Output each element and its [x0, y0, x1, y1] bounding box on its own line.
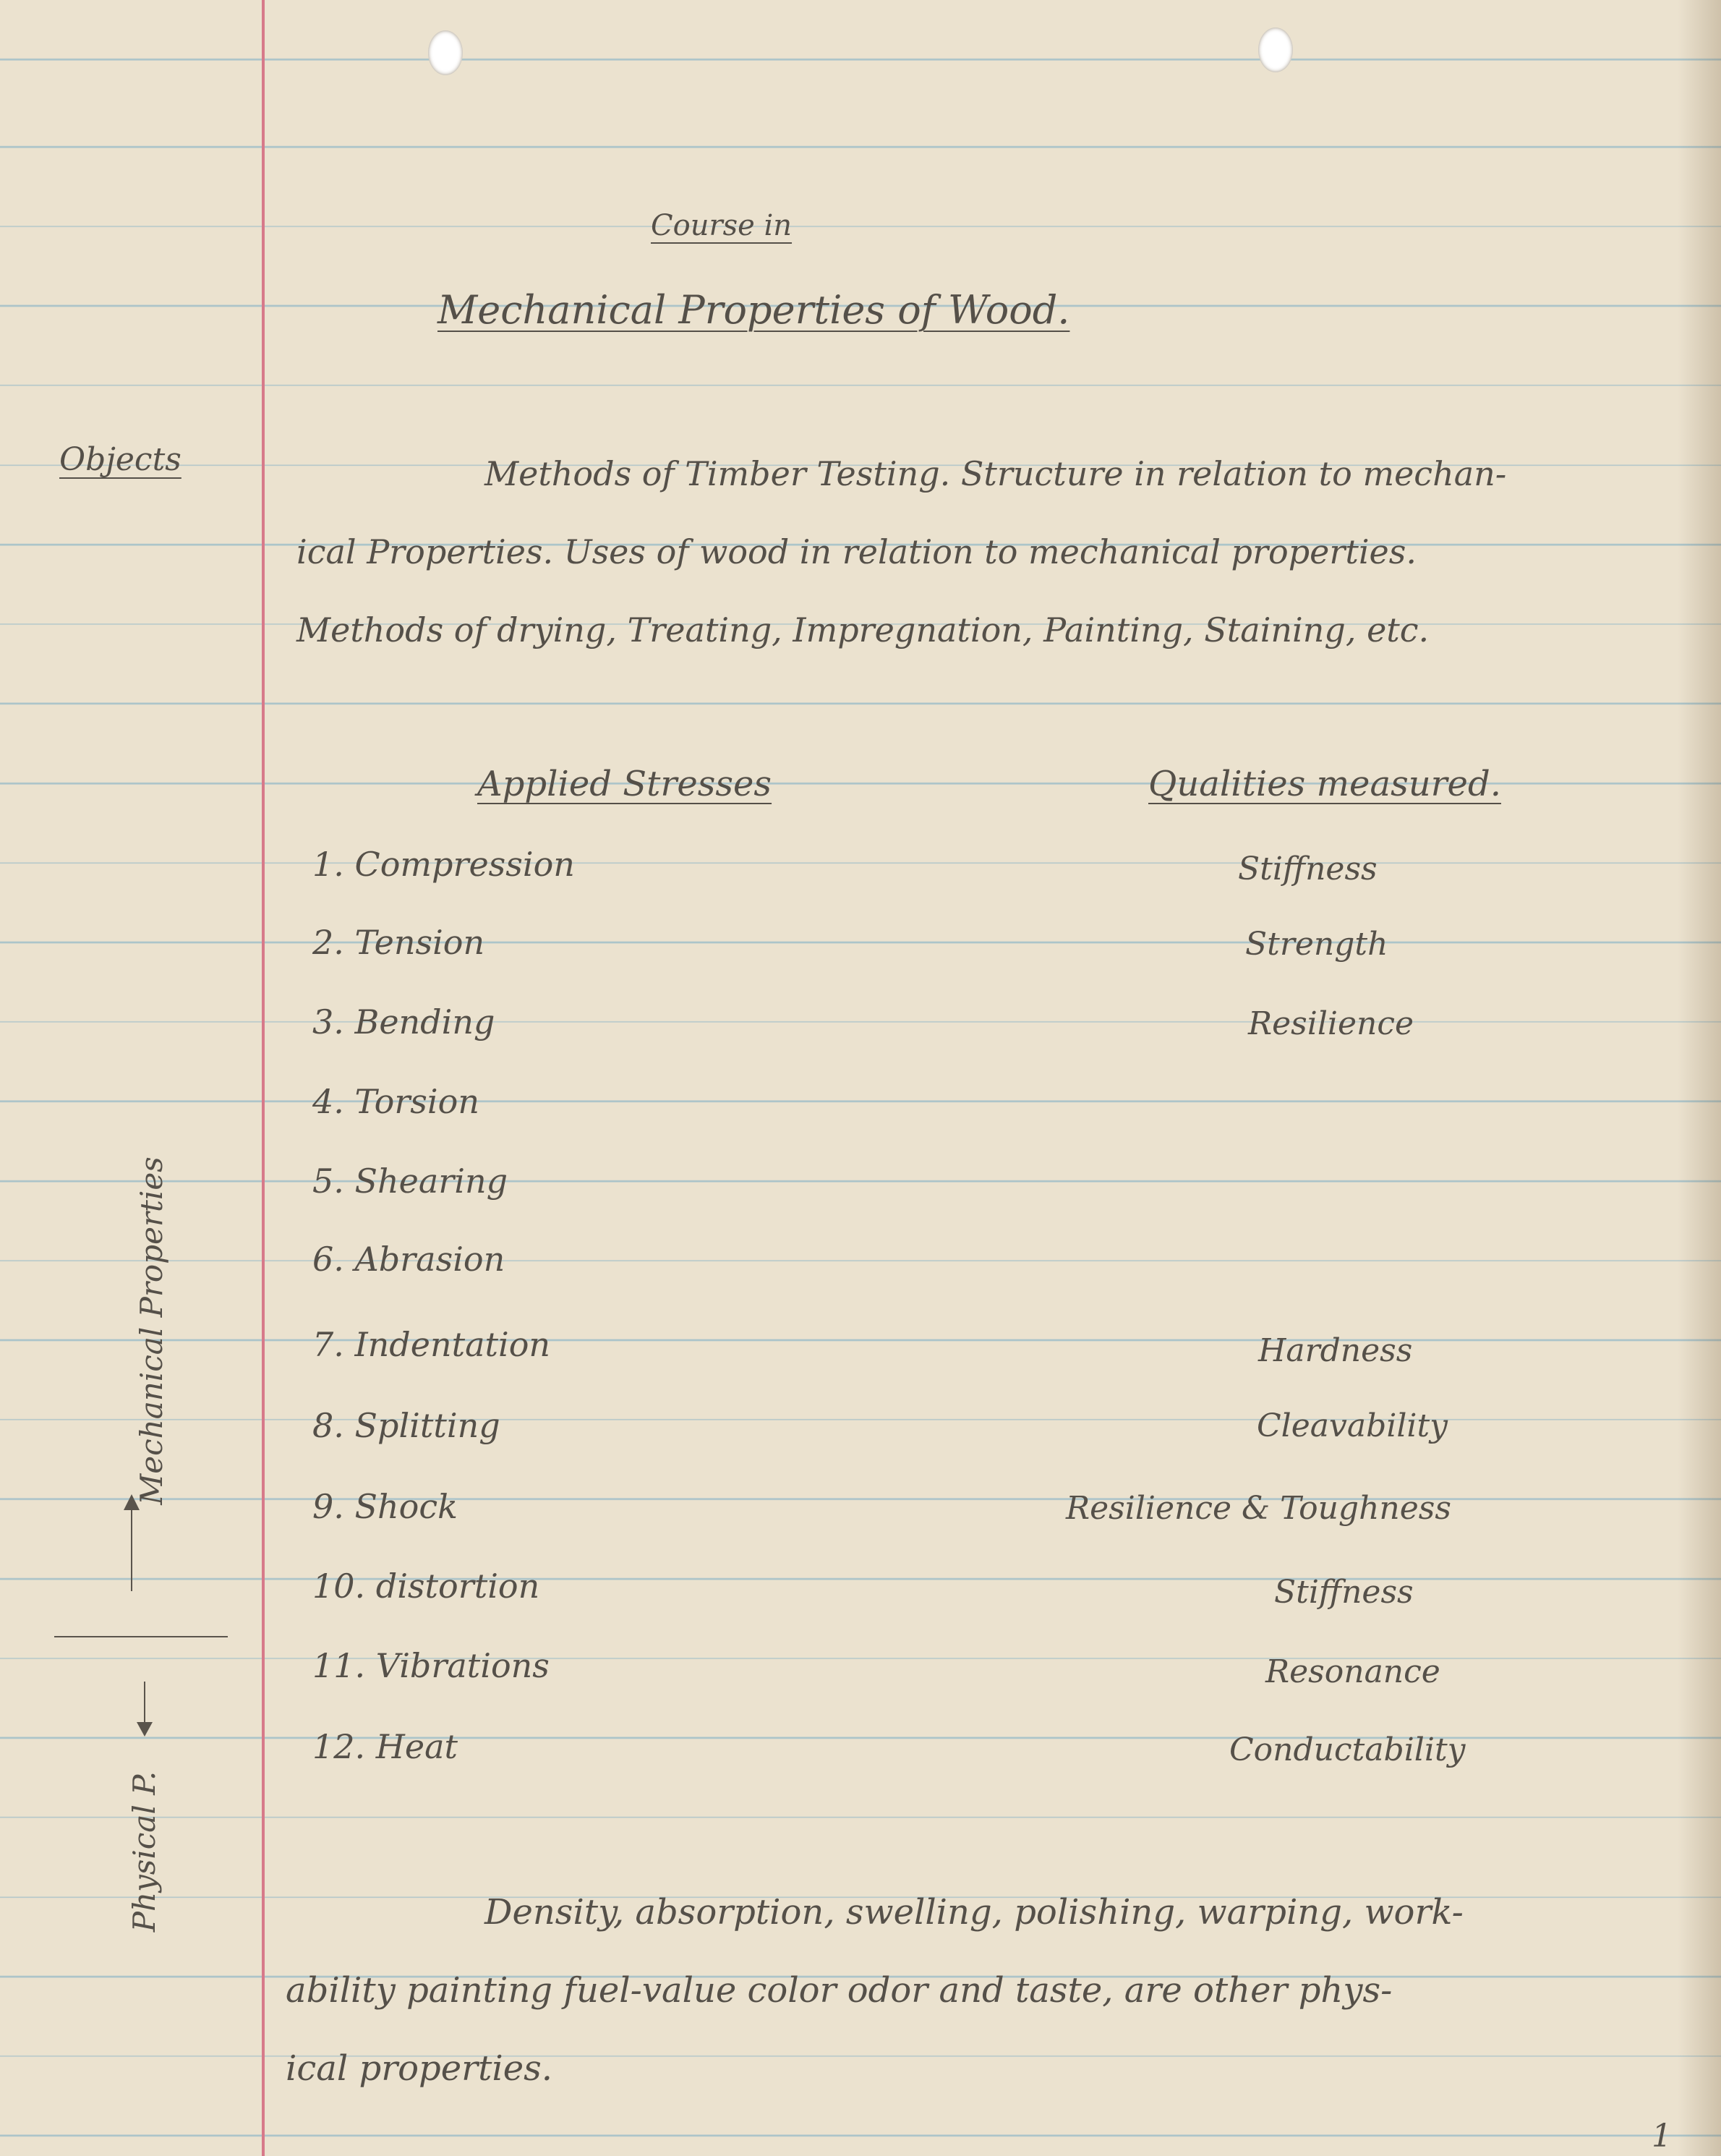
quality-item: Conductability [1229, 1731, 1466, 1768]
stress-item: 9. Shock [312, 1487, 458, 1526]
margin-line [262, 0, 265, 2156]
margin-divider [54, 1636, 228, 1637]
stress-item: 5. Shearing [312, 1162, 508, 1201]
stress-item: 12. Heat [312, 1727, 458, 1766]
quality-item: Resonance [1265, 1653, 1440, 1690]
side-note-physical-properties: Physical P. [127, 1771, 162, 1933]
quality-item: Stiffness [1274, 1574, 1414, 1611]
quality-item: Stiffness [1238, 851, 1378, 887]
stress-item: 10. distortion [312, 1567, 540, 1606]
punch-hole-right [1258, 27, 1293, 72]
physical-properties-line-3: ical properties. [286, 2048, 553, 2089]
stress-item: 8. Splitting [312, 1406, 500, 1445]
course-heading: Course in [651, 209, 793, 242]
stress-item: 4. Torsion [312, 1082, 479, 1121]
objects-label: Objects [59, 441, 182, 478]
page-edge-shadow [1678, 0, 1721, 2156]
arrow-down-icon [144, 1682, 145, 1725]
punch-hole-left [428, 30, 463, 75]
quality-item: Strength [1245, 926, 1388, 963]
quality-item: Hardness [1258, 1332, 1413, 1369]
page-number: 1 [1652, 2118, 1672, 2155]
stress-item: 2. Tension [312, 923, 485, 962]
objects-text-line-1: Methods of Timber Testing. Structure in relation to mechan- [484, 454, 1507, 493]
stress-item: 11. Vibrations [312, 1646, 550, 1685]
physical-properties-line-1: Density, absorption, swelling, polishing, warping, work- [484, 1892, 1464, 1933]
quality-item: Cleavability [1257, 1407, 1448, 1444]
stress-item: 1. Compression [312, 845, 575, 884]
quality-item: Resilience & Toughness [1066, 1490, 1451, 1527]
physical-properties-line-2: ability painting fuel-value color odor and taste, are other phys- [286, 1970, 1393, 2011]
page-title: Mechanical Properties of Wood. [437, 287, 1070, 333]
stress-item: 6. Abrasion [312, 1240, 505, 1279]
applied-stresses-header: Applied Stresses [477, 764, 772, 804]
stress-item: 7. Indentation [312, 1325, 551, 1364]
qualities-measured-header: Qualities measured. [1148, 764, 1501, 804]
objects-text-line-2: ical Properties. Uses of wood in relation to mechanical properties. [296, 532, 1417, 571]
quality-item: Resilience [1248, 1005, 1414, 1042]
side-note-mechanical-properties: Mechanical Properties [134, 1156, 169, 1505]
stress-item: 3. Bending [312, 1002, 495, 1041]
objects-text-line-3: Methods of drying, Treating, Impregnation, Painting, Staining, etc. [296, 610, 1430, 649]
arrow-up-icon [131, 1497, 132, 1591]
